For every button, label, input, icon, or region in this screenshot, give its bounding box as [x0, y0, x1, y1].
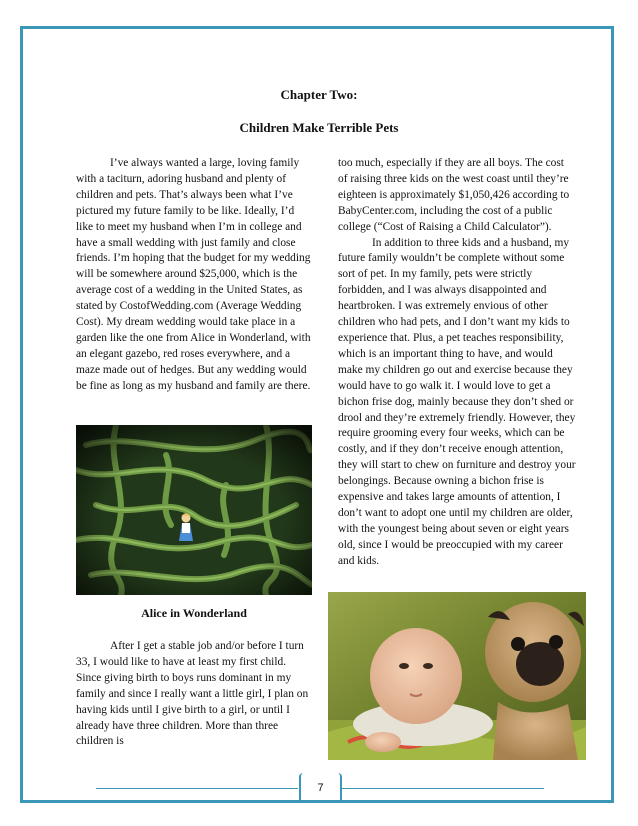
chapter-title: Chapter Two:: [280, 87, 358, 102]
paragraph: In addition to three kids and a husband, my future family wouldn’t be complete without some sort of pet. In my family, pets were strictly forbidden, and I was always disappointed and heartbroken. I was extremely envious of other children who had pets, and I don’t want my kids to experience that. Plus, a pet teaches responsibility, which is an important thing to have, and would make my children go out and exercise because they would have to go walk it. I would love to get a bichon frise dog, mainly because they don’t shed or drool and they’re extremely friendly. However, they require grooming every four weeks, which can be costly, and if they don’t receive enough attention, they will start to chew on furniture and destroy your belongings. Because owning a bichon frise is expensive and takes large amounts of attention, I don’t want to adopt one until my children are older, with the youngest being about seven or eight years old, since I would be preoccupied with my career and kids.: [338, 236, 576, 567]
baby-and-pug-image: [328, 592, 586, 760]
left-column-top: [76, 156, 312, 395]
left-column-bottom: [76, 639, 312, 750]
right-column: [338, 156, 576, 570]
figure-caption: Alice in Wonderland: [141, 606, 247, 620]
paragraph: After I get a stable job and/or before I turn 33, I would like to have at least my first child. Since giving birth to boys runs dominant in my family and since I really want a little girl, I plan on having kids until I give birth to a girl, or until I already have three children. More than three children is: [76, 640, 309, 748]
page-number: 7: [299, 773, 342, 803]
alice-maze-image: [76, 425, 312, 595]
footer-rule-left: [96, 788, 298, 789]
paragraph: I’ve always wanted a large, loving family with a taciturn, adoring husband and plenty of children and pets. That’s always been what I’ve pictured my future family to be like. Ideally, I’d like to meet my husband when I’m in college and have a small wedding with just family and close friends. I’m hoping that the budget for my wedding will be somewhere around $25,000, which is the average cost of a wedding in the United States, as stated by CostofWedding.com (Average Wedding Cost). My dream wedding would take place in a garden like the one from Alice in Wonderland, with an elegant gazebo, red roses everywhere, and a maze made out of hedges. But any wedding would be fine as long as my husband and family are there.: [76, 157, 311, 392]
footer-rule-right: [342, 788, 544, 789]
paragraph: too much, especially if they are all boys. The cost of raising three kids on the west coast until they’re eighteen is approximately $1,050,426 according to BabyCenter.com, including the cost of a public college (“Cost of Raising a Child Calculator”).: [338, 157, 570, 233]
chapter-subtitle: Children Make Terrible Pets: [239, 120, 399, 135]
